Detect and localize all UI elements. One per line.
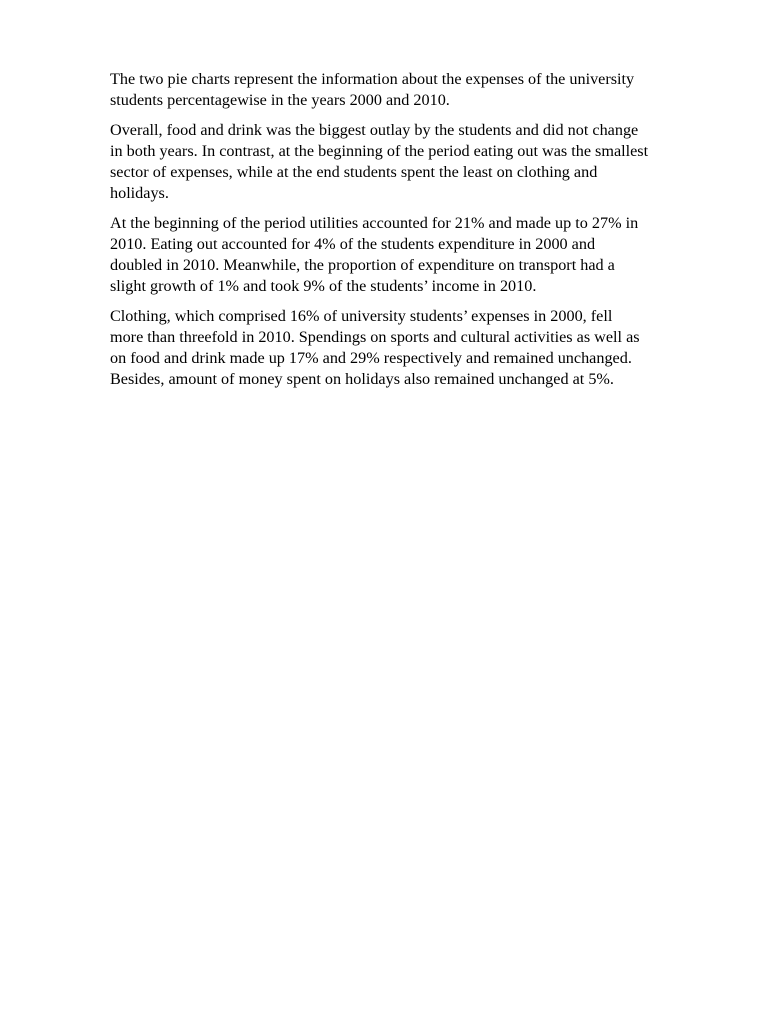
- text-line: doubled in 2010. Meanwhile, the proportion of expenditure on transport had a: [110, 256, 615, 274]
- paragraph-intro: [110, 69, 716, 111]
- text-line: sector of expenses, while at the end students spent the least on clothing and: [110, 163, 598, 181]
- text-line: 2010. Eating out accounted for 4% of the students expenditure in 2000 and: [110, 235, 596, 253]
- document-body: [110, 69, 716, 399]
- paragraph-body-1: [110, 213, 716, 297]
- text-line: The two pie charts represent the information about the expenses of the university: [110, 70, 635, 88]
- text-line: more than threefold in 2010. Spendings on sports and cultural activities as well as: [110, 328, 640, 346]
- text-line: Clothing, which comprised 16% of university students’ expenses in 2000, fell: [110, 307, 613, 325]
- text-line: slight growth of 1% and took 9% of the students’ income in 2010.: [110, 277, 537, 295]
- text-line: Overall, food and drink was the biggest outlay by the students and did not change: [110, 121, 639, 139]
- text-line: on food and drink made up 17% and 29% respectively and remained unchanged.: [110, 349, 632, 367]
- text-line: holidays.: [110, 184, 169, 202]
- text-line: Besides, amount of money spent on holidays also remained unchanged at 5%.: [110, 370, 614, 388]
- paragraph-overview: [110, 120, 716, 204]
- text-line: At the beginning of the period utilities accounted for 21% and made up to 27% in: [110, 214, 639, 232]
- text-line: in both years. In contrast, at the beginning of the period eating out was the smallest: [110, 142, 649, 160]
- paragraph-body-2: [110, 306, 716, 390]
- text-line: students percentagewise in the years 2000 and 2010.: [110, 91, 450, 109]
